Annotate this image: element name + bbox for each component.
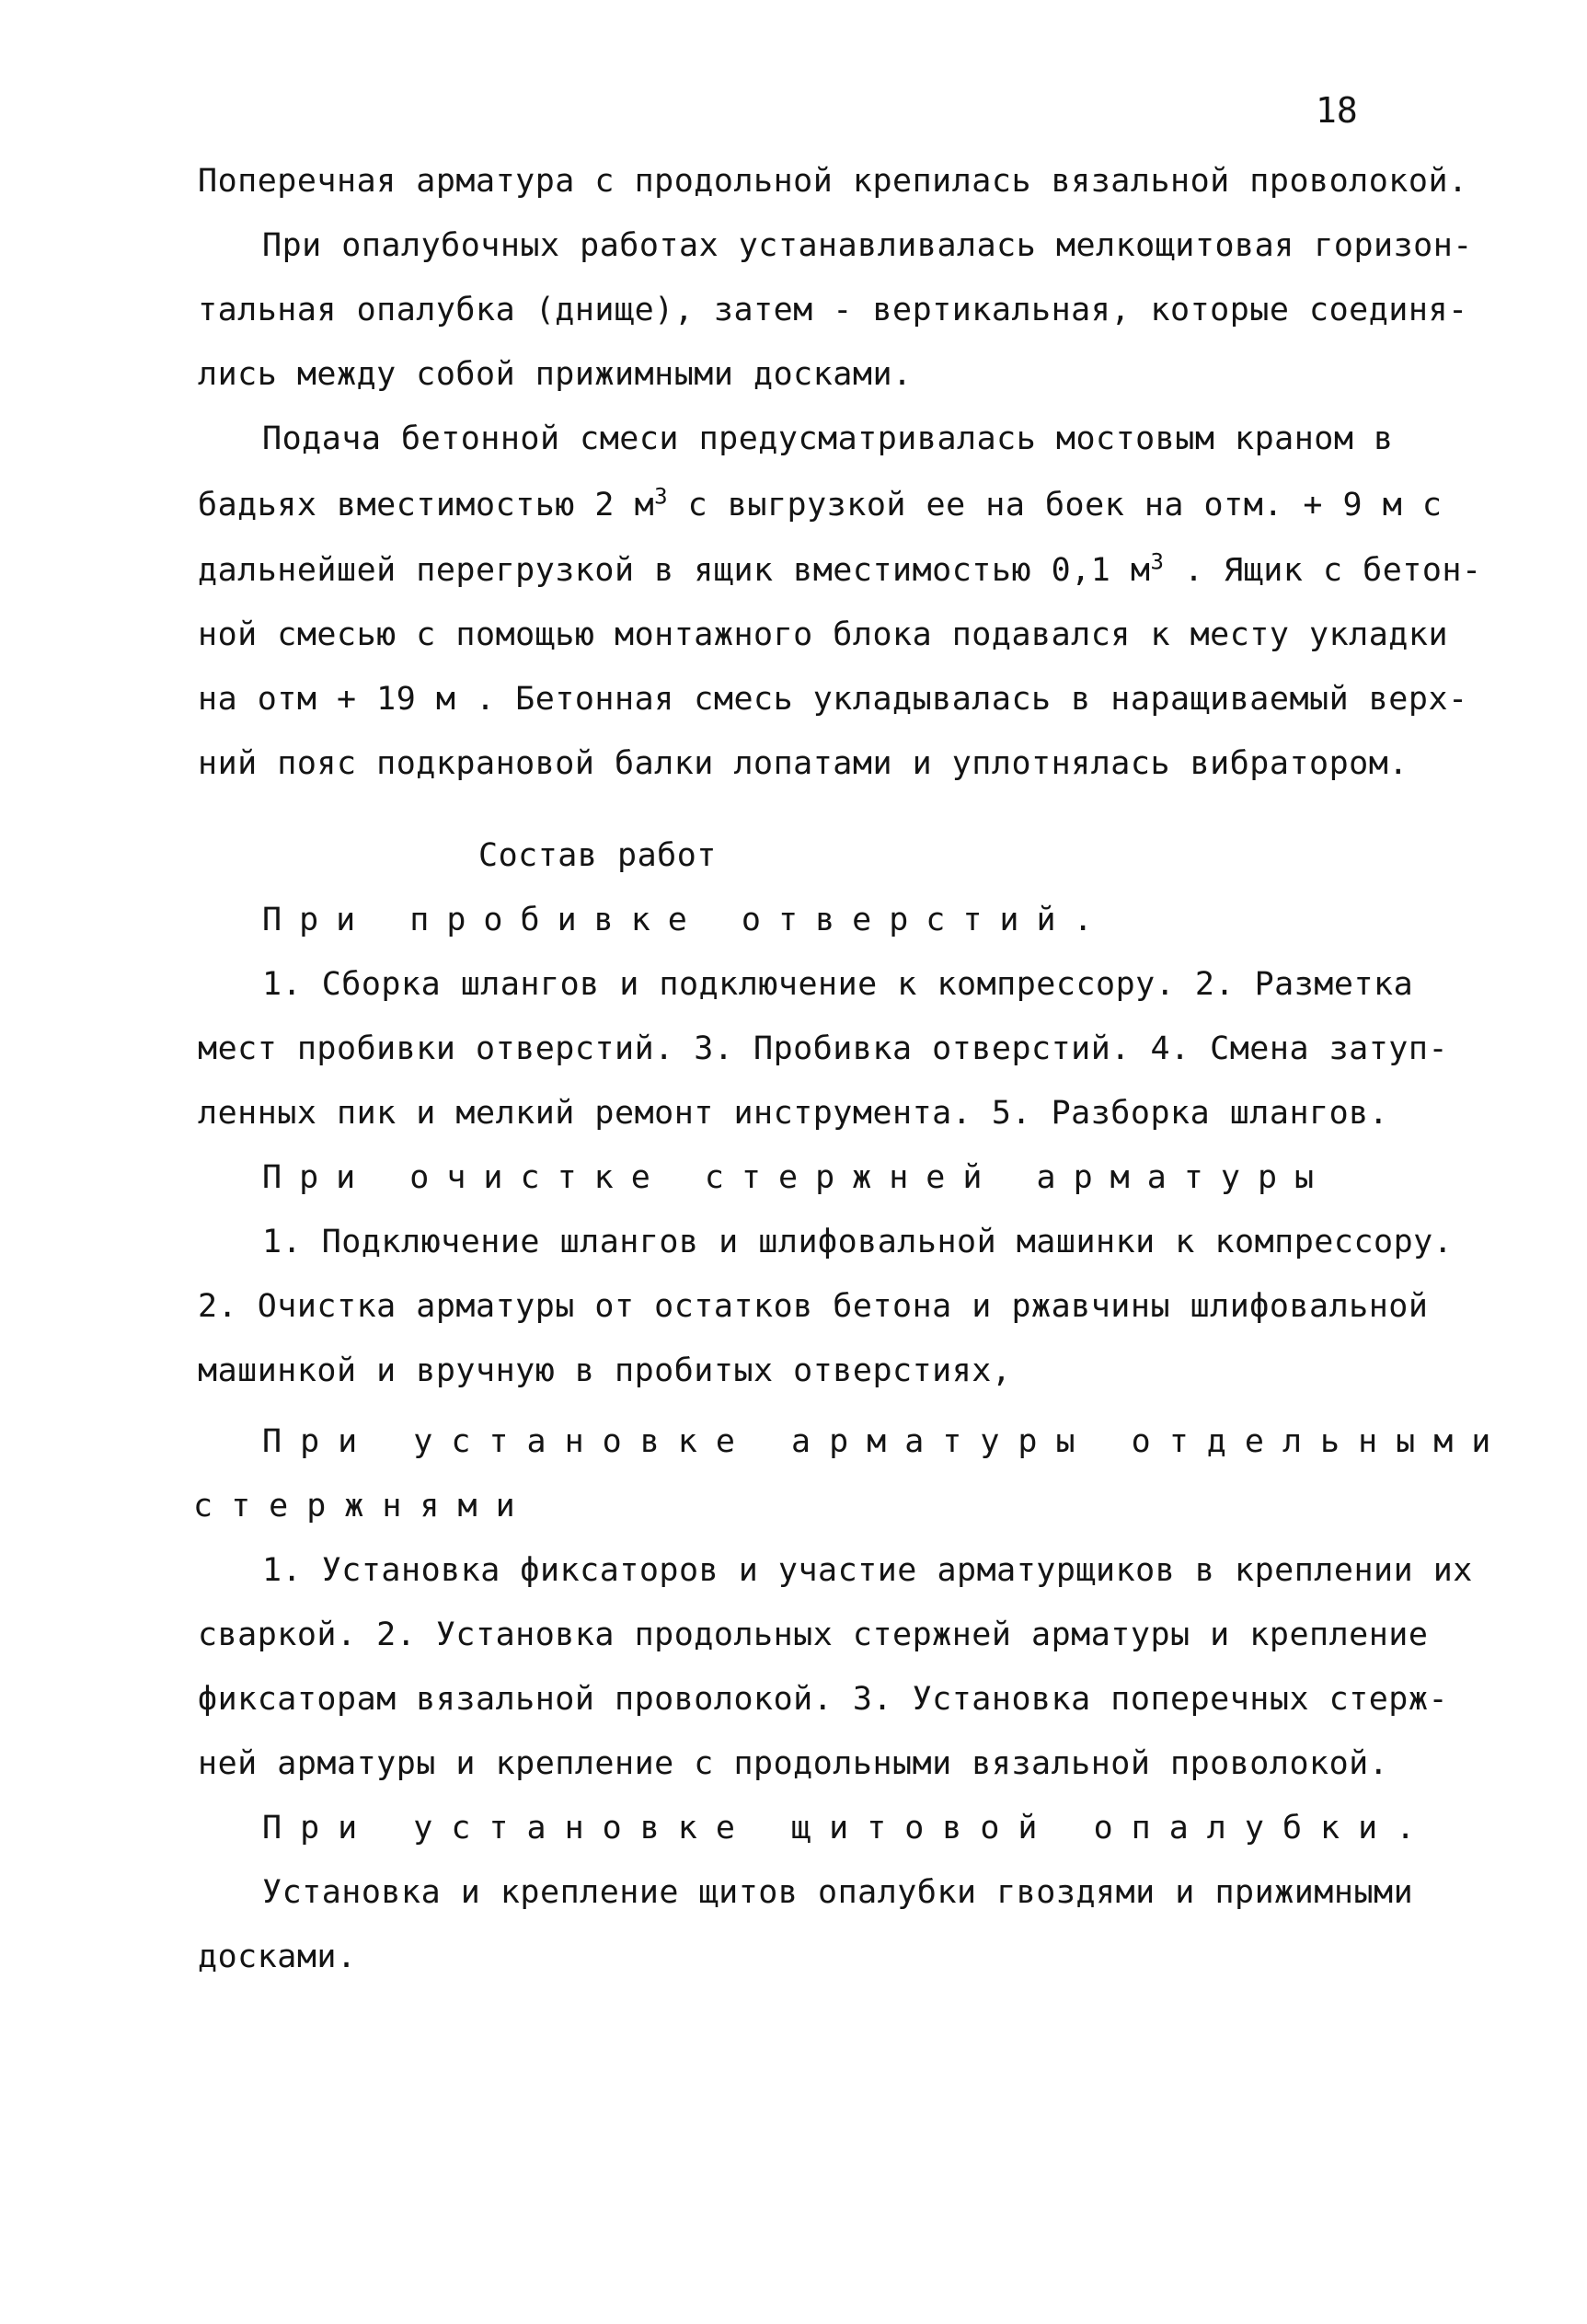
- paragraph-line: При опалубочных работах устанавливалась мелкощитовая горизон-: [262, 227, 1473, 264]
- paragraph-line: тальная опалубка (днище), затем - вертикальная, которые соединя-: [198, 292, 1468, 328]
- paragraph-line: фиксаторам вязальной проволокой. 3. Установка поперечных стерж-: [198, 1681, 1449, 1718]
- subsection-heading: При установке арматуры отдельными: [262, 1423, 1510, 1460]
- paragraph-line: машинкой и вручную в пробитых отверстиях,: [198, 1352, 1012, 1389]
- subsection-heading: стержнями: [193, 1488, 534, 1524]
- paragraph-line: ней арматуры и крепление с продольными вязальной проволокой.: [198, 1745, 1389, 1782]
- superscript: 3: [1150, 548, 1165, 575]
- subsection-heading: При пробивке отверстий.: [262, 902, 1110, 938]
- text-run: с выгрузкой ее на боек на отм. + 9 м с: [668, 487, 1443, 523]
- paragraph-line: ной смесью с помощью монтажного блока подавался к месту укладки: [198, 616, 1449, 653]
- text-run: бадьях вместимостью 2 м: [198, 487, 655, 523]
- paragraph-line: сваркой. 2. Установка продольных стержней арматуры и крепление: [198, 1616, 1429, 1653]
- paragraph-line: досками.: [198, 1939, 357, 1975]
- paragraph-line: 1. Установка фиксаторов и участие арматурщиков в креплении их: [262, 1552, 1473, 1589]
- paragraph-line: [198, 550, 1482, 591]
- text-run: . Ящик с бетон-: [1164, 552, 1482, 589]
- subsection-heading: При установке щитовой опалубки.: [262, 1810, 1434, 1847]
- page-number: 18: [1316, 90, 1358, 131]
- paragraph-line: Поперечная арматура с продольной крепилась вязальной проволокой.: [198, 163, 1468, 200]
- paragraph-line: [198, 485, 1442, 525]
- paragraph-line: на отм + 19 м . Бетонная смесь укладывалась в наращиваемый верх-: [198, 681, 1468, 718]
- section-title: Состав работ: [478, 837, 717, 874]
- paragraph-line: Установка и крепление щитов опалубки гвоздями и прижимными: [262, 1874, 1414, 1911]
- text-run: дальнейшей перегрузкой в ящик вместимостью 0,1 м: [198, 552, 1151, 589]
- paragraph-line: ленных пик и мелкий ремонт инструмента. 5. Разборка шлангов.: [198, 1095, 1389, 1132]
- paragraph-line: Подача бетонной смеси предусматривалась мостовым краном в: [262, 420, 1394, 457]
- paragraph-line: мест пробивки отверстий. 3. Пробивка отверстий. 4. Смена затуп-: [198, 1030, 1449, 1067]
- subsection-heading: При очистке стержней арматуры: [262, 1159, 1332, 1196]
- paragraph-line: лись между собой прижимными досками.: [198, 356, 913, 393]
- paragraph-line: ний пояс подкрановой балки лопатами и уплотнялась вибратором.: [198, 745, 1409, 782]
- paragraph-line: 1. Подключение шлангов и шлифовальной машинки к компрессору.: [262, 1224, 1454, 1260]
- superscript: 3: [654, 483, 669, 510]
- paragraph-line: 2. Очистка арматуры от остатков бетона и ржавчины шлифовальной: [198, 1288, 1429, 1325]
- paragraph-line: 1. Сборка шлангов и подключение к компрессору. 2. Разметка: [262, 966, 1414, 1003]
